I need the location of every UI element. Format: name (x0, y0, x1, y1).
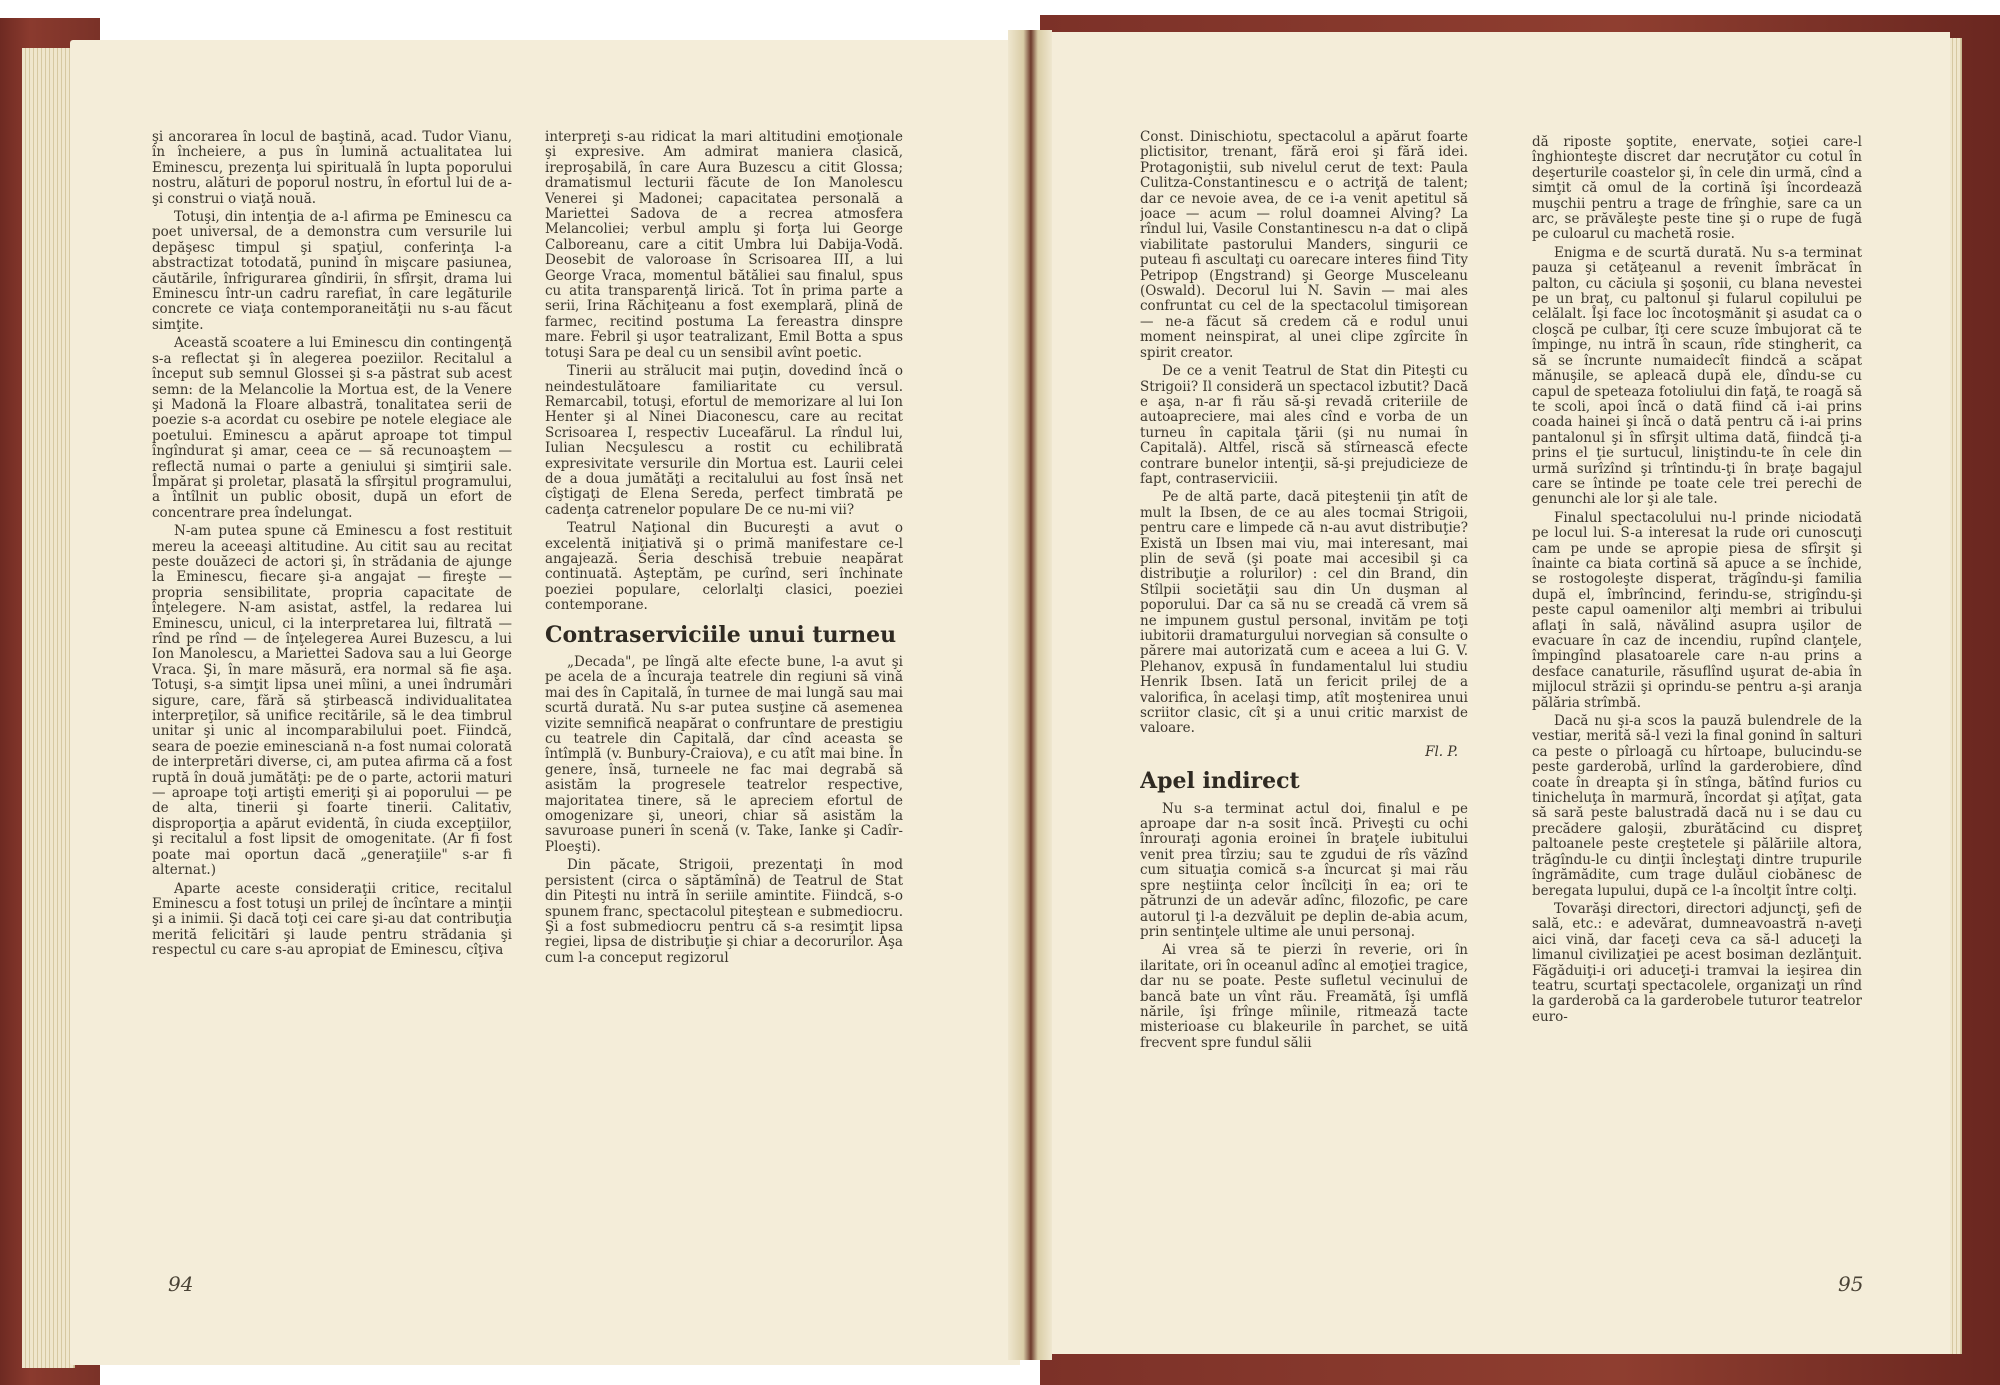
paragraph: Pe de altă parte, dacă piteştenii ţin atît de mult la Ibsen, de ce au ales tocmai Strigoii, pentru care e limpede că n-au avut distribuţie? Există un Ibsen mai viu, mai interesant, mai plin de sevă (şi poate mai accesibil şi ca distribuţie a rolurilor) : cel din Brand, din Stîlpii societăţii sau din Un duşman al poporului. Dar ca să nu se creadă că vrem să ne impunem gustul personal, invităm pe toţi iubitorii dramaturgului norvegian să consulte o părere mai autorizată cum e aceea a lui G. V. Plehanov, expusă în fundamentalul lui studiu Henrik Ibsen. Iată un fericit prilej de a valorifica, în acelaşi timp, atît moştenirea unui scriitor clasic, cît şi a unui critic marxist de valoare. (1140, 489, 1468, 737)
paragraph: Tinerii au strălucit mai puţin, dovedind încă o neindestulătoare familiaritate cu versul. Remarcabil, totuşi, efortul de memorizare al lui Ion Henter şi al Ninei Diaconescu, care au recitat Scrisoarea I, respectiv Luceafărul. La rîndul lui, Iulian Necşulescu a rostit cu echilibrată expresivitate versurile din Mortua est. Laurii celei de a doua jumătăţi a recitalului au fost însă net cîştigaţi de Elena Sereda, perfect timbrată pe cadenţa catrenelor populare De ce nu-mi vii? (545, 363, 903, 518)
paragraph: „Decada", pe lîngă alte efecte bune, l-a avut şi pe acela de a încuraja teatrele din regiuni să vină mai des în Capitală, în turnee de mai lungă sau mai scurtă durată. Nu s-ar putea susţine că asemenea vizite semnifică neapărat o confruntare de prestigiu cu teatrele din Capitală, dar cînd aceasta se întîmplă (v. Bunbury-Craiova), e cu atît mai bine. În genere, însă, turneele ne fac mai degrabă să asistăm la progresele teatrelor respective, majoritatea tinere, să le apreciem efortul de omogenizare şi, uneori, chiar să asistăm la savuroase puneri în scenă (v. Take, Ianke şi Cadîr-Ploeşti). (545, 654, 903, 855)
page-number-left: 94 (168, 1272, 194, 1296)
paragraph: Dacă nu şi-a scos la pauză bulendrele de la vestiar, merită să-l vezi la final gonind în salturi ca peste o pîrloagă cu hîrtoape, bulucindu-se peste garderobă, urlînd la garderobiere, dînd coate în dreapta şi în stînga, bătînd furios cu tinicheluţa în marmură, încordat şi aţîţat, gata să sară peste balustradă dacă nu i se dau cu precădere galoşii, zburătăcind cu dispreţ paltoanele peste creştetele şi pălăriile altora, trăgîndu-le cu dinţii încleştaţi dintre trupurile îngrămădite, cum trage dulăul ciobănesc de beregata lupului, după ce l-a încolţit între colţi. (1532, 713, 1862, 899)
paragraph: N-am putea spune că Eminescu a fost restituit mereu la aceeaşi altitudine. Au citit sau au recitat peste douăzeci de actori şi, în strădania de ajunge la Eminescu, fiecare şi-a angajat — fireşte — propria sensibilitate, propria capacitate de înţelegere. N-am asistat, astfel, la redarea lui Eminescu, unicul, ci la interpretarea lui, filtrată — rînd pe rînd — de înţelegerea Aurei Buzescu, a lui Ion Manolescu, a Mariettei Sadova sau a lui George Vraca. Şi, în mare măsură, era normal să fie aşa. Totuşi, s-a simţit lipsa unei mîini, a unei îndrumări sigure, care, fără să ştirbească individualitatea interpreţilor, să unifice recitările, să le dea timbrul unitar şi unic al incomparabilului poet. Fiindcă, seara de poezie eminesciană n-a fost numai colorată de interpretări diverse, ci, am putea afirma că a fost ruptă în două jumătăţi: pe de o parte, actorii maturi — aproape toţi artişti emeriţi şi ai poporului — pe de alta, tinerii şi foarte tinerii. Calitativ, disproporţia a apărut evidentă, în ciuda excepţiilor, şi recitalul a fost lipsit de omogenitate. (Ar fi fost poate mai oportun dacă „generaţiile" s-ar fi alternat.) (152, 523, 512, 879)
page-edges-left (22, 48, 75, 1368)
paragraph: De ce a venit Teatrul de Stat din Piteşti cu Strigoii? Il consideră un spectacol izbutit? Dacă e aşa, n-ar fi rău să-şi revadă criteriile de autoapreciere, mai ales cînd e vorba de un turneu în capitala ţării (şi nu numai în Capitală). Altfel, riscă să stîrnească efecte contrare bunelor intenţii, să-şi prejudicieze de fapt, contraserviciii. (1140, 363, 1468, 487)
author-signature: Fl. P. (1425, 743, 1458, 760)
right-page-column-1 (1140, 130, 1468, 1260)
paragraph: interpreţi s-au ridicat la mari altitudini emoţionale şi expresive. Am admirat maniera clasică, ireproşabilă, în care Aura Buzescu a citit Glossa; dramatismul lecturii făcute de Ion Manolescu Venerei şi Madonei; capacitatea personală a Mariettei Sadova de a recrea atmosfera Melancoliei; verbul amplu şi forţa lui George Calboreanu, care a citit Umbra lui Dabija-Vodă. Deosebit de valoroase în Scrisoarea III, a lui George Vraca, momentul bătăliei sau finalul, spus cu atita transparenţă lirică. Tot în prima parte a serii, Irina Răchiţeanu a fost exemplară, plină de farmec, recitind postuma La fereastra dinspre mare. Febril şi uşor teatralizant, Emil Botta a spus totuşi Sara pe deal cu un sensibil avînt poetic. (545, 130, 903, 361)
paragraph: Totuşi, din intenţia de a-l afirma pe Eminescu ca poet universal, de a demonstra cum versurile lui depăşesc timpul şi spaţiul, conferinţa l-a abstractizat totodată, punind în mişcare pasiunea, căutările, înfrigurarea gîndirii, în sfîrşit, drama lui Eminescu într-un cadru rarefiat, în care legăturile concrete ce viaţa contemporaneităţii nu s-au făcut simţite. (152, 209, 512, 333)
paragraph: Nu s-a terminat actul doi, finalul e pe aproape dar n-a sosit încă. Priveşti cu ochi înrouraţi agonia eroinei în braţele iubitului venit prea tîrziu; sau te zgudui de rîs văzînd cum situaţia comică s-a încurcat şi mai rău spre neştiinţa celor încîlciţi în ea; ori te pătrunzi de un adevăr adînc, filozofic, pe care autorul ţi l-a dezvăluit pe deplin de-abia acum, prin sentinţele ultime ale unui personaj. (1140, 800, 1468, 940)
right-page-column-2 (1532, 135, 1862, 1265)
article-heading: Contraserviciile unui turneu (545, 621, 897, 648)
paragraph: Ai vrea să te pierzi în reverie, ori în ilaritate, ori în oceanul adînc al emoţiei tragice, dar nu se poate. Peste sufletul vecinului de bancă bate un vînt rău. Freamătă, îşi umflă nările, îşi frînge mîinile, ritmează tacte misterioase cu blakeurile în parchet, se uită frecvent spre fundul sălii (1140, 942, 1468, 1051)
paragraph: Teatrul Naţional din Bucureşti a avut o excelentă iniţiativă şi o primă manifestare ce-l angajează. Seria deschisă trebuie neapărat continuată. Aşteptăm, pe curînd, seri închinate poeziei populare, celorlalţi clasici, poeziei contemporane. (545, 520, 903, 614)
paragraph: Din păcate, Strigoii, prezentaţi în mod persistent (circa o săptămînă) de Teatrul de Stat din Piteşti nu intră în seriile amintite. Fiindcă, s-o spunem franc, spectacolul piteştean e submediocru. Şi a fost submediocru pentru că s-a resimţit lipsa regiei, lipsa de distribuţie şi chiar a decorurilor. Aşa cum l-a conceput regizorul (545, 857, 903, 966)
paragraph: şi ancorarea în locul de baştină, acad. Tudor Vianu, în încheiere, a pus în lumină actualitatea lui Eminescu, prezenţa lui spirituală în lupta poporului nostru, alături de poporul nostru, în efortul lui de a-şi construi o viaţă nouă. (152, 130, 512, 207)
paragraph: Această scoatere a lui Eminescu din contingenţă s-a reflectat şi în alegerea poeziilor. Recitalul a început sub semnul Glossei şi s-a păstrat sub acest semn: de la Melancolie la Mortua est, de la Venere şi Madonă la Floare albastră, tonalitatea serii de poezie s-a acordat cu osebire pe notele elegiace ale poetului. Eminescu a apărut aproape tot timpul îngîndurat şi amar, ceea ce — să recunoaştem — reflectă numai o parte a geniului şi simţirii sale. Împărat şi proletar, plasată la sfîrşitul programului, a întîlnit un public obosit, după un efort de concentrare prea îndelungat. (152, 335, 512, 521)
page-number-right: 95 (1838, 1272, 1864, 1296)
left-page-column-1 (152, 130, 512, 1260)
paragraph: dă riposte şoptite, enervate, soţiei care-l înghionteşte discret dar necruţător cu cotul în deşerturile coastelor şi, în cele din urmă, cînd a simţit că omul de la cortină îşi încordează muşchii pentru a trage de frînghie, sare ca un arc, se prăvăleşte peste tine şi o rupe de fugă pe culoarul cu machetă rosie. (1532, 135, 1862, 243)
article-heading: Apel indirect (1140, 768, 1300, 795)
paragraph: Tovarăşi directori, directori adjuncţi, şefi de sală, etc.: e adevărat, dumneavoastră n-aveţi aici vină, dar faceţi ceva ca să-l aduceţi la limanul civilizaţiei pe acest bosiman dezlănţuit. Făgăduiţi-i ori aduceţi-i tramvai la ieşirea din teatru, scurtaţi spectacolele, organizaţi un rînd la garderobă ca la garderobele tuturor teatrelor euro- (1532, 900, 1862, 1025)
left-page-column-2 (545, 130, 903, 1260)
paragraph: Aparte aceste consideraţii critice, recitalul Eminescu a fost totuşi un prilej de încîntare a minţii şi a inimii. Şi dacă toţi cei care şi-au dat contribuţia merită felicitări şi laude pentru strădania şi respectul cu care s-au apropiat de Eminescu, cîţiva (152, 880, 512, 959)
book-spine (1008, 30, 1052, 1360)
paragraph: Enigma e de scurtă durată. Nu s-a terminat pauza şi cetăţeanul a revenit îmbrăcat în palton, cu căciula şi şoşonii, cu blana nevestei pe un braţ, cu paltonul şi fularul copilului pe celălalt. Îşi face loc încotoşmănit şi asudat ca o cloşcă pe culbar, îţi cere scuze îmbujorat că te împinge, nu intră în scaun, rîde stingherit, ca să se încrunte numaidecît fiindcă a scăpat mănuşile, se apleacă după ele, dîndu-se cu capul de speteaza fotoliului din faţă, te roagă să te scoli, apoi încă o dată fiind că i-ai prins coada hainei şi încă o dată pentru că i-ai prins pantalonul şi în sfîrşit ultima dată, fiindcă ţi-a prins el ţie surtucul, liniştindu-te în cele din urmă surîzînd şi trîntindu-ţi în braţe bagajul care se întinde pe toate cele trei perechi de genunchi ale lor şi ale tale. (1532, 244, 1862, 508)
paragraph: Const. Dinischiotu, spectacolul a apărut foarte plictisitor, trenant, fără eroi şi fără idei. Protagoniştii, sub nivelul cerut de text: Paula Culitza-Constantinescu e o actriţă de talent; dar ce nevoie avea, de ce i-a venit apetitul să joace — acum — rolul doamnei Alving? La rîndul lui, Vasile Constantinescu n-a dat o clipă viabilitate pastorului Manders, singurii ce puteau fi ascultaţi cu oarecare interes fiind Tity Petripop (Engstrand) şi George Musceleanu (Oswald). Decorul lui N. Savin — mai ales confruntat cu cel de la spectacolul timişorean — ne-a făcut să credem că e rodul unui moment neinspirat, al unei clipe zgîrcite în spirit creator. (1140, 130, 1468, 361)
paragraph: Finalul spectacolului nu-l prinde niciodată pe locul lui. S-a interesat la rude ori cunoscuţi cam pe unde se apropie piesa de sfîrşit şi înainte ca biata cortină să apuce a se închide, se rostogoleşte disperat, trăgîndu-şi familia după el, îmbrîncind, ferindu-se, strigîndu-şi peste capul oamenilor alţi membri ai tribului aflaţi în sală, năvălind asupra uşilor de evacuare în caz de incendiu, rupînd clanţele, împingînd plasatoarele care n-au prins a desface canaturile, răsuflînd uşurat de-abia în mijlocul străzii şi oprindu-se pentru a-şi aranja pălăria strîmbă. (1532, 509, 1862, 711)
